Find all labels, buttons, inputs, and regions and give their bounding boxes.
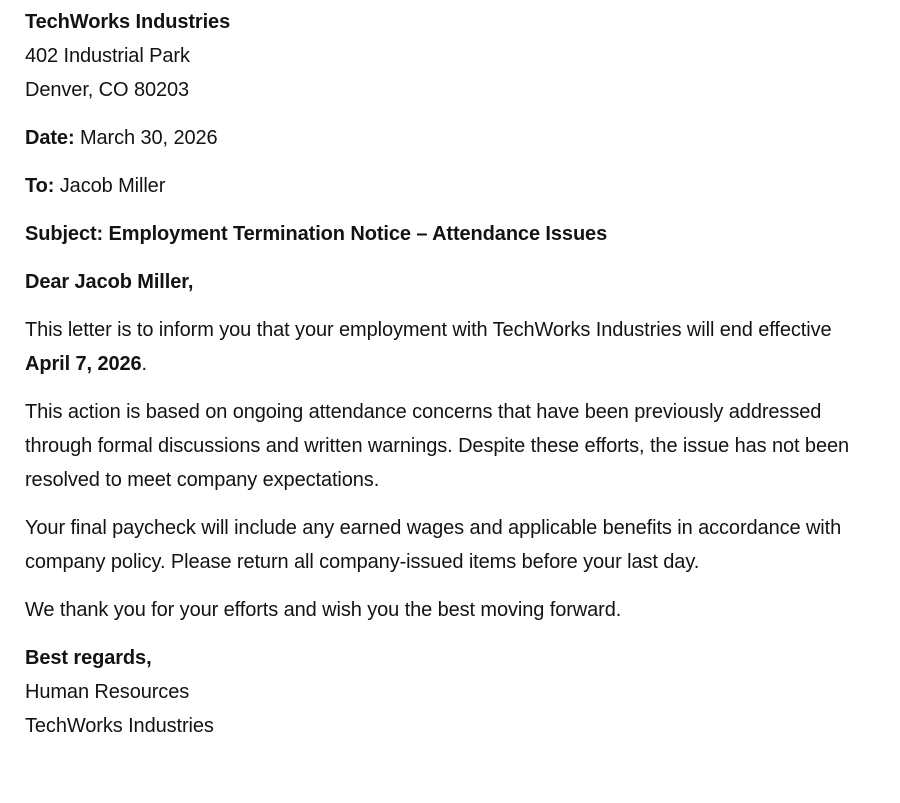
effective-date: April 7, 2026 xyxy=(25,353,142,375)
subject-line: Subject: Employment Termination Notice – Attendance Issues xyxy=(25,223,608,245)
paragraph-1-period: . xyxy=(141,353,148,375)
paragraph-termination-notice xyxy=(25,313,870,381)
recipient-line xyxy=(25,169,870,203)
date-line xyxy=(25,121,870,155)
date-value: March 30, 2026 xyxy=(74,127,218,149)
address-line-2: Denver, CO 80203 xyxy=(25,79,190,101)
paragraph-thanks: We thank you for your efforts and wish you the best moving forward. xyxy=(25,599,622,621)
paragraph-reason: This action is based on ongoing attendance concerns that have been previously addressed through formal discussions and written warnings. Despite these efforts, the issue has not been resolved to meet company expectations. xyxy=(25,401,850,491)
signature-department: Human Resources xyxy=(25,681,190,703)
company-name: TechWorks Industries xyxy=(25,11,231,33)
signature-company: TechWorks Industries xyxy=(25,715,214,737)
signature-block xyxy=(25,641,870,743)
signoff: Best regards, xyxy=(25,647,152,669)
recipient-name: Jacob Miller xyxy=(54,175,166,197)
company-address-block xyxy=(25,5,870,107)
date-label: Date: xyxy=(25,127,75,149)
to-label: To: xyxy=(25,175,55,197)
paragraph-final-paycheck: Your final paycheck will include any earned wages and applicable benefits in accordance with company policy. Please return all company-issued items before your last day. xyxy=(25,517,842,573)
salutation: Dear Jacob Miller, xyxy=(25,271,194,293)
address-line-1: 402 Industrial Park xyxy=(25,45,190,67)
paragraph-1-text: This letter is to inform you that your employment with TechWorks Industries will end effective xyxy=(25,319,832,341)
